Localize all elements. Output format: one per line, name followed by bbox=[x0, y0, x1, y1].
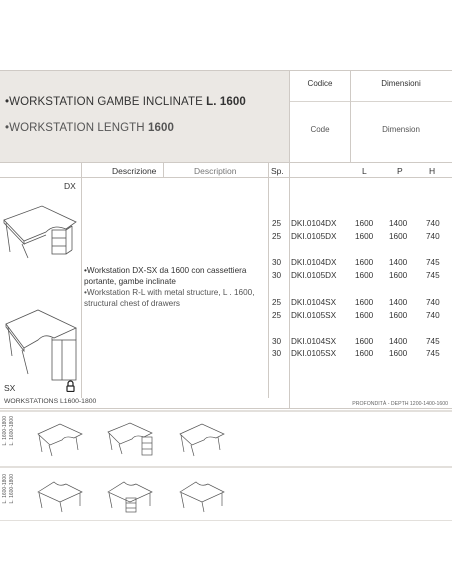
column-h: H bbox=[429, 166, 436, 176]
header-background bbox=[0, 70, 289, 162]
row-6-sp: 25 bbox=[272, 311, 282, 320]
footer-left: WORKSTATIONS L1600-1800 bbox=[4, 398, 97, 405]
row-2-sp: 25 bbox=[272, 232, 282, 241]
row-8-l: 1600 bbox=[355, 349, 374, 358]
row-3-sp: 30 bbox=[272, 258, 282, 267]
variant-row-2-drawings bbox=[34, 474, 434, 514]
row-4-p: 1600 bbox=[389, 271, 408, 280]
row-7-h: 745 bbox=[426, 337, 440, 346]
row-4-sp: 30 bbox=[272, 271, 282, 280]
band2-side-label-a: L. 1600-1800 bbox=[2, 474, 8, 504]
row-5-l: 1600 bbox=[355, 298, 374, 307]
row-4-h: 745 bbox=[426, 271, 440, 280]
row-5-p: 1400 bbox=[389, 298, 408, 307]
row-2-code: DKI.0105DX bbox=[291, 232, 337, 241]
row-5-h: 740 bbox=[426, 298, 440, 307]
workstation-sx-drawing bbox=[2, 304, 80, 384]
row-1-code: DKI.0104DX bbox=[291, 219, 337, 228]
description-english: •Workstation R-L with metal structure, L . 1600, structural chest of drawers bbox=[84, 288, 255, 308]
lock-icon bbox=[66, 380, 75, 392]
band-divider bbox=[0, 520, 452, 521]
row-7-code: DKI.0104SX bbox=[291, 337, 337, 346]
row-1-p: 1400 bbox=[389, 219, 408, 228]
row-8-h: 745 bbox=[426, 349, 440, 358]
dimension-header-it: Dimensioni bbox=[381, 79, 421, 88]
row-2-h: 740 bbox=[426, 232, 440, 241]
band1-side-label-a: L. 1600-1800 bbox=[2, 416, 8, 446]
row-3-p: 1400 bbox=[389, 258, 408, 267]
row-8-p: 1600 bbox=[389, 349, 408, 358]
row-4-code: DKI.0105DX bbox=[291, 271, 337, 280]
row-8-code: DKI.0105SX bbox=[291, 349, 337, 358]
band1-side-label-b: L. 1600-1800 bbox=[9, 416, 15, 446]
workstation-dx-drawing bbox=[2, 196, 80, 260]
title-italian: •WORKSTATION GAMBE INCLINATE L. 1600 bbox=[5, 96, 246, 108]
row-6-p: 1600 bbox=[389, 311, 408, 320]
row-1-sp: 25 bbox=[272, 219, 282, 228]
row-6-h: 740 bbox=[426, 311, 440, 320]
row-7-sp: 30 bbox=[272, 337, 282, 346]
row-5-sp: 25 bbox=[272, 298, 282, 307]
code-header-it: Codice bbox=[307, 79, 333, 88]
dx-label: DX bbox=[64, 181, 76, 191]
product-description bbox=[84, 265, 274, 309]
header-top-divider bbox=[0, 70, 452, 71]
row-6-code: DKI.0105SX bbox=[291, 311, 337, 320]
dimension-header-en: Dimension bbox=[382, 125, 420, 134]
title-english: •WORKSTATION LENGTH 1600 bbox=[5, 122, 174, 134]
column-description: Description bbox=[194, 166, 237, 176]
row-1-l: 1600 bbox=[355, 219, 374, 228]
row-3-h: 745 bbox=[426, 258, 440, 267]
column-header-divider bbox=[0, 177, 452, 178]
column-divider bbox=[289, 70, 290, 408]
column-sp: Sp. bbox=[271, 166, 284, 176]
column-divider bbox=[81, 162, 82, 398]
row-1-h: 740 bbox=[426, 219, 440, 228]
band-divider bbox=[0, 466, 452, 468]
column-divider bbox=[163, 162, 164, 177]
sx-label: SX bbox=[4, 383, 16, 393]
band-divider bbox=[0, 410, 452, 412]
header-mid-divider bbox=[289, 101, 452, 102]
column-descrizione: Descrizione bbox=[112, 166, 157, 176]
row-6-l: 1600 bbox=[355, 311, 374, 320]
row-4-l: 1600 bbox=[355, 271, 374, 280]
row-7-p: 1400 bbox=[389, 337, 408, 346]
description-italian: •Workstation DX-SX da 1600 con cassettiera portante, gambe inclinate bbox=[84, 266, 247, 286]
row-8-sp: 30 bbox=[272, 349, 282, 358]
column-p: P bbox=[397, 166, 403, 176]
band2-side-label-b: L. 1600-1800 bbox=[9, 474, 15, 504]
row-3-code: DKI.0104DX bbox=[291, 258, 337, 267]
row-2-l: 1600 bbox=[355, 232, 374, 241]
footer-divider bbox=[0, 408, 452, 409]
code-header-en: Code bbox=[310, 125, 330, 134]
header-bottom-divider bbox=[0, 162, 452, 163]
variant-row-1-drawings bbox=[34, 420, 434, 460]
column-l: L bbox=[362, 166, 367, 176]
row-3-l: 1600 bbox=[355, 258, 374, 267]
row-2-p: 1600 bbox=[389, 232, 408, 241]
row-7-l: 1600 bbox=[355, 337, 374, 346]
row-5-code: DKI.0104SX bbox=[291, 298, 337, 307]
footer-right: PROFONDITÀ - DEPTH 1200-1400-1600 bbox=[352, 401, 448, 407]
